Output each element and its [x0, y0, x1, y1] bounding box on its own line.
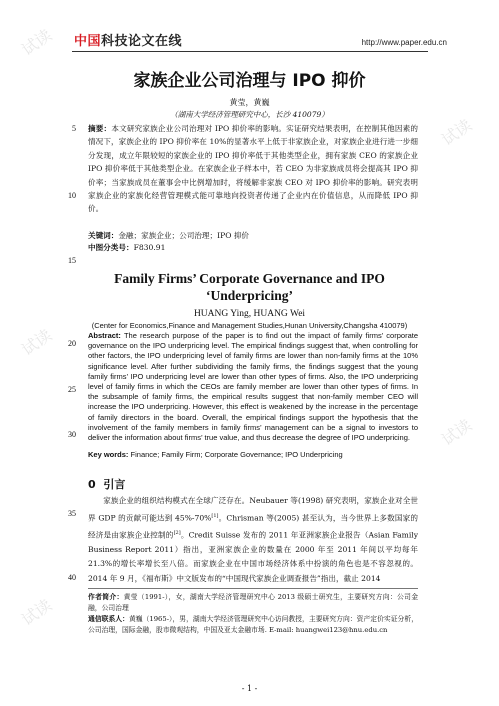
line-number: 40 — [68, 573, 76, 582]
section-heading — [88, 476, 125, 492]
logo-part-1: 中国 — [74, 34, 102, 49]
footnote-text: 黄莹（1991-），女，湖南大学经济管理研究中心 2013 级硕士研究生，主要研究方向：公司金融，公司治理 — [88, 593, 419, 612]
abstract-en-label: Abstract: — [88, 331, 121, 340]
watermark-text: 试读 — [18, 325, 56, 360]
line-number: 35 — [68, 509, 76, 518]
abstract-cn — [88, 122, 418, 216]
citation-ref[interactable]: [2] — [173, 529, 181, 536]
site-url[interactable]: http://www.paper.edu.cn — [361, 38, 447, 47]
keywords-en-text: Finance; Family Firm; Corporate Governance; IPO Underpricing — [130, 450, 343, 459]
keywords-cn-label: 关键词： — [88, 231, 119, 240]
abstract-en-text: The research purpose of the paper is to find out the impact of family firms’ corporate governance on the IPO underpricing level. The empirical findings suggest that, when controlling for other factors, the IPO underpricing level of family firms are lower than non-family firms at the 10% significance level. After further subdividing the family firms, the findings suggest that the young family firms’ IPO underpricing level are lower than other types of firms. Also, the IPO underpricing level of family firms in which the CEOs are family member are lower than other types of firms. In the subsample of family firms, the empirical results suggest that non-family member CEO will increase the IPO underpricing. However, this effect is weakened by the increase in the percentage of family directors in the board. Overall, the empirical findings support the hypothesis that the involvement of the family members in family firms’ management can be a signal to investors to deliver the information about firms’ true value, and thus decrease the degree of IPO underpricing. — [88, 331, 418, 443]
intro-text: 。Chrisman 等(2005) 甚至认为，当今世界上多数国家的经济是由家族企业控制的 — [88, 513, 419, 540]
footnote-label: 作者简介： — [88, 593, 124, 601]
abstract-en — [88, 331, 418, 443]
section-title: 引言 — [103, 478, 126, 491]
footnote-rule — [88, 588, 418, 589]
classification-cn-text: F830.91 — [133, 243, 166, 252]
abstract-cn-label: 摘要： — [88, 124, 112, 133]
keywords-en — [88, 450, 418, 460]
footnote-text: 黄巍（1965-），男，湖南大学经济管理研究中心访问教授，主要研究方向：资产定价实证分析，公司治理，国际金融，股市微观结构，中国及亚太金融市场. E-mail: huangwei123@hnu.edu.cn — [88, 615, 418, 634]
line-number: 5 — [72, 124, 76, 133]
watermark-text: 试读 — [438, 415, 476, 450]
line-number: 25 — [68, 385, 76, 394]
line-number: 10 — [68, 191, 76, 200]
footnote-author-info — [88, 592, 418, 613]
line-number: 30 — [68, 430, 76, 439]
paper-title-en-line-2: ‘Underpricing’ — [206, 288, 293, 303]
authors-en: HUANG Ying, HUANG Wei — [193, 309, 306, 319]
line-number: 20 — [68, 339, 76, 348]
watermark-text: 试读 — [18, 595, 56, 630]
page-number: - 1 - — [241, 684, 258, 693]
section-number: 0 — [88, 478, 96, 491]
classification-cn — [88, 241, 418, 254]
keywords-cn-text: 金融；家族企业；公司治理；IPO 抑价 — [118, 231, 250, 240]
intro-text: 家族企业的组织结构模式在全球广泛存在。Neubauer 等(1998) 研究表明，家族企业对全世界 GDP 的贡献可能达到 45%-70% — [88, 496, 418, 523]
classification-cn-label: 中图分类号： — [88, 243, 134, 252]
keywords-en-label: Key words: — [88, 450, 129, 459]
logo-part-2: 科技论文在线 — [101, 34, 183, 49]
watermark-text: 试读 — [18, 25, 56, 60]
line-number: 15 — [68, 256, 76, 265]
footnote-contact — [88, 614, 418, 635]
abstract-cn-text: 本文研究家族企业公司治理对 IPO 抑价率的影响。实证研究结果表明，在控制其他因素的情况下，家族企业的 IPO 抑价率在 10%的显著水平上低于非家族企业，对家族企业进行进一步细分发现，成立年限较短的家族企业的 IPO 抑价率低于其他类型企业，拥有家族 CEO 的家族企业 IPO 抑价率低于其他类型企业。在家族企业子样本中，若 CEO 为非家族成员将会提高其 IPO 抑价率；当家族成员在董事会中比例增加时，将缓解非家族 CEO 对 IPO 抑价率的影响。研究表明家族企业的家族化经营管理模式能可靠地向投资者传递了企业内在价值信息，从而降低 IPO 抑价。 — [88, 124, 418, 214]
affiliation-en: (Center for Economics,Finance and Management Studies,Hunan University,Changsha 410079) — [91, 321, 408, 330]
watermark-text: 试读 — [438, 115, 476, 150]
site-logo — [74, 30, 182, 49]
footnote-label: 通信联系人： — [88, 615, 129, 623]
authors-cn: 黄莹，黄巍 — [229, 98, 270, 107]
citation-ref[interactable]: [1] — [211, 512, 219, 519]
paper-title-en — [0, 270, 499, 304]
affiliation-cn: （湖南大学经济管理研究中心，长沙 410079） — [170, 110, 329, 119]
header-rule — [72, 51, 428, 52]
paper-title-cn: 家族企业公司治理与 IPO 抑价 — [133, 71, 366, 91]
intro-paragraph — [88, 494, 418, 586]
paper-title-en-line-1: Family Firms’ Corporate Governance and IPO — [114, 271, 385, 286]
intro-text: 。Credit Suisse 发布的 2011 年亚洲家族企业报告（Asian Family Business Report 2011）指出，亚洲家族企业的数量在 2000 年至 2011 年间以平均每年 21.3%的增长率增长至八倍。而家族企业在中国市场经济体系中扮演的角色也是不容忽视的。2014 年 9 月，《福布斯》中文版发布的“中国现代家族企业调查报告”指出，截止 2014 — [88, 530, 418, 583]
